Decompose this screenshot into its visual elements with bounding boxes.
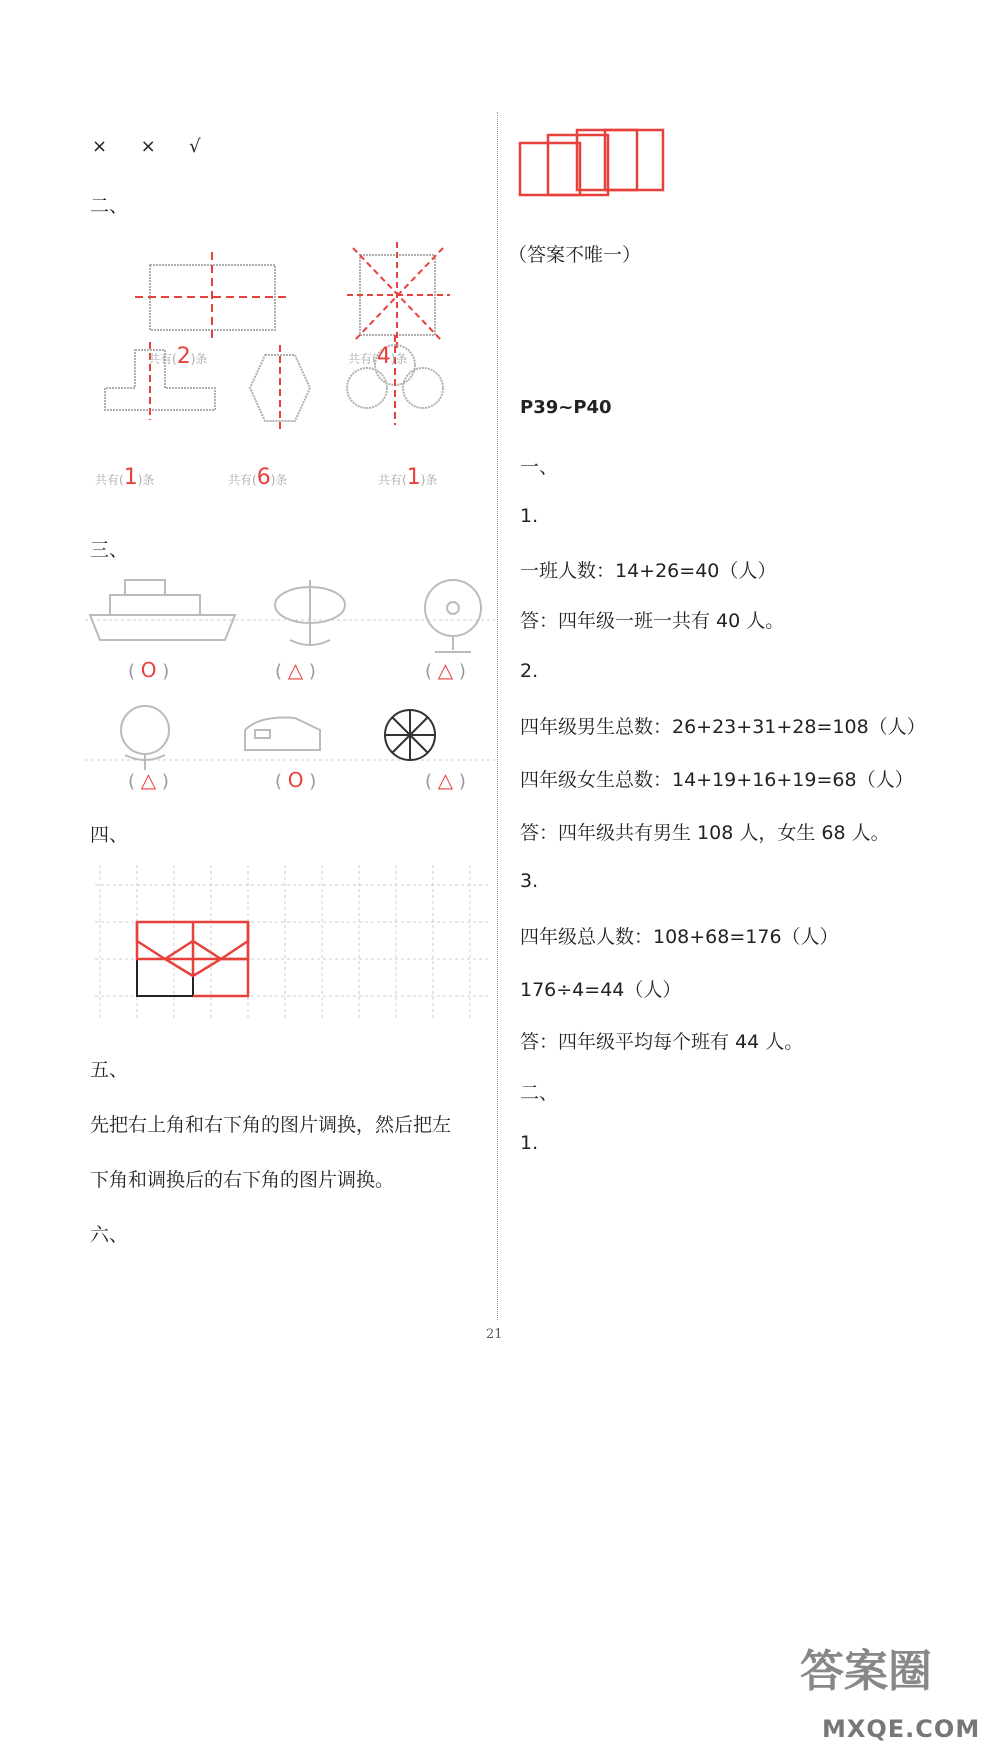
mark-1: × — [92, 136, 108, 157]
column-divider — [497, 112, 498, 1320]
watermark-logo: 答案圈 — [800, 1646, 932, 1697]
train-icon — [245, 718, 320, 751]
question-2-label: 2. — [520, 660, 539, 682]
motion-answer-4: ( △ ) — [128, 768, 169, 792]
watermark-site: MXQE.COM — [822, 1715, 981, 1743]
question-3-answer: 答：四年级平均每个班有 44 人。 — [520, 1031, 804, 1053]
section-2-heading: 二、 — [90, 195, 129, 217]
symmetry-count-3: 共有(1)条 — [95, 465, 155, 490]
overlapping-rectangles — [515, 125, 675, 205]
question-1-answer: 答：四年级一班一共有 40 人。 — [520, 610, 785, 632]
original-shape — [137, 959, 193, 996]
question-3-average: 176÷4=44（人） — [520, 979, 682, 1001]
question-1-calc: 一班人数：14+26=40（人） — [520, 560, 777, 582]
question-2-answer: 答：四年级共有男生 108 人，女生 68 人。 — [520, 822, 890, 844]
spinning-top-icon — [275, 580, 345, 645]
answer-5-line-2: 下角和调换后的右下角的图片调换。 — [90, 1169, 395, 1191]
answer-5-line-1: 先把右上角和右下角的图片调换，然后把左 — [90, 1114, 452, 1136]
motion-answer-2: ( △ ) — [275, 658, 316, 682]
motion-answer-5: ( O ) — [275, 768, 317, 792]
page-reference: P39~P40 — [520, 397, 612, 418]
circle-shape — [347, 368, 387, 408]
symmetry-count-4: 共有(6)条 — [228, 465, 288, 490]
page-number: 21 — [486, 1327, 503, 1342]
circle-shape — [403, 368, 443, 408]
right-section-2-heading: 二、 — [520, 1082, 559, 1104]
watermark — [800, 1625, 990, 1745]
symmetry-count-5: 共有(1)条 — [378, 465, 438, 490]
fan-icon — [425, 580, 481, 652]
answer-note: （答案不唯一） — [508, 244, 642, 266]
right-section-1-heading: 一、 — [520, 456, 559, 478]
symmetry-count-1: 共有(2)条 — [148, 344, 208, 369]
question-2-boys: 四年级男生总数：26+23+31+28=108（人） — [520, 716, 926, 738]
motion-answer-3: ( △ ) — [425, 658, 466, 682]
ship-icon — [90, 580, 235, 640]
motion-answer-1: ( O ) — [128, 658, 170, 682]
symmetry-count-2: 共有(4)条 — [348, 344, 408, 369]
question-3-label: 3. — [520, 870, 539, 892]
section-6-heading: 六、 — [90, 1224, 129, 1246]
question-1-label: 1. — [520, 505, 539, 527]
motion-answer-6: ( △ ) — [425, 768, 466, 792]
section-5-heading: 五、 — [90, 1059, 129, 1081]
question-3-total: 四年级总人数：108+68=176（人） — [520, 926, 839, 948]
ferris-wheel-icon — [385, 710, 435, 760]
marks-row — [92, 136, 201, 157]
mark-3: √ — [189, 136, 201, 157]
grid-drawing — [95, 865, 490, 1020]
section-4-heading: 四、 — [90, 824, 129, 846]
question-2-girls: 四年级女生总数：14+19+16+19=68（人） — [520, 769, 914, 791]
mark-2: × — [140, 136, 156, 157]
section-2-question-1: 1. — [520, 1132, 539, 1154]
motion-pictures — [85, 570, 495, 800]
section-3-heading: 三、 — [90, 539, 129, 561]
